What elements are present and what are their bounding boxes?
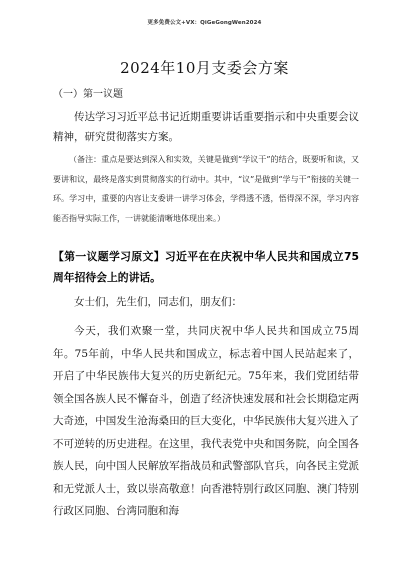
section-heading: （一）第一议题 [53,89,123,100]
intro-paragraph: 传达学习习近平总书记近期重要讲话重要指示和中央重要会议精神，研究贯彻落实方案。 [53,111,359,143]
study-heading: 【第一议题学习原文】习近平在在庆祝中华人民共和国成立75周年招待会上的讲话。 [53,250,359,284]
greeting-paragraph: 女士们，先生们，同志们，朋友们： [74,296,242,308]
document-title: 2024年10月支委会方案 [120,59,289,77]
remark-paragraph: （备注：重点是要达到深入和实效，关键是做到“学议干”的结合，既要听和读，又要讲和议，最终是落实到贯彻落实的行动中。其中，“议”是做到“学与干”衔接的关键一环。学习中，重要的内容让支委讲一讲学习体会，学得透不透，悟得深不深，学习内容能否指导实际工作，一讲就能清晰地体现出来。） [53,155,359,223]
header-note: 更多免费公文+VX：QiGeGongWen2024 [147,20,262,26]
speech-paragraph: 今天，我们欢聚一堂，共同庆祝中华人民共和国成立75周年。75年前，中华人民共和国成立，标志着中国人民站起来了，开启了中华民族伟大复兴的历史新纪元。75年来，我们党团结带领全国各族人民不懈奋斗，创造了经济快速发展和社会长期稳定两大奇迹，中国发生沧海桑田的巨大变化，中华民族伟大复兴进入了不可逆转的历史进程。在这里，我代表党中央和国务院，向全国各族人民，向中国人民解放军指战员和武警部队官兵，向各民主党派和无党派人士，致以崇高敬意！向香港特别行政区同胞、澳门特别行政区同胞、台湾同胞和海 [53,325,359,517]
